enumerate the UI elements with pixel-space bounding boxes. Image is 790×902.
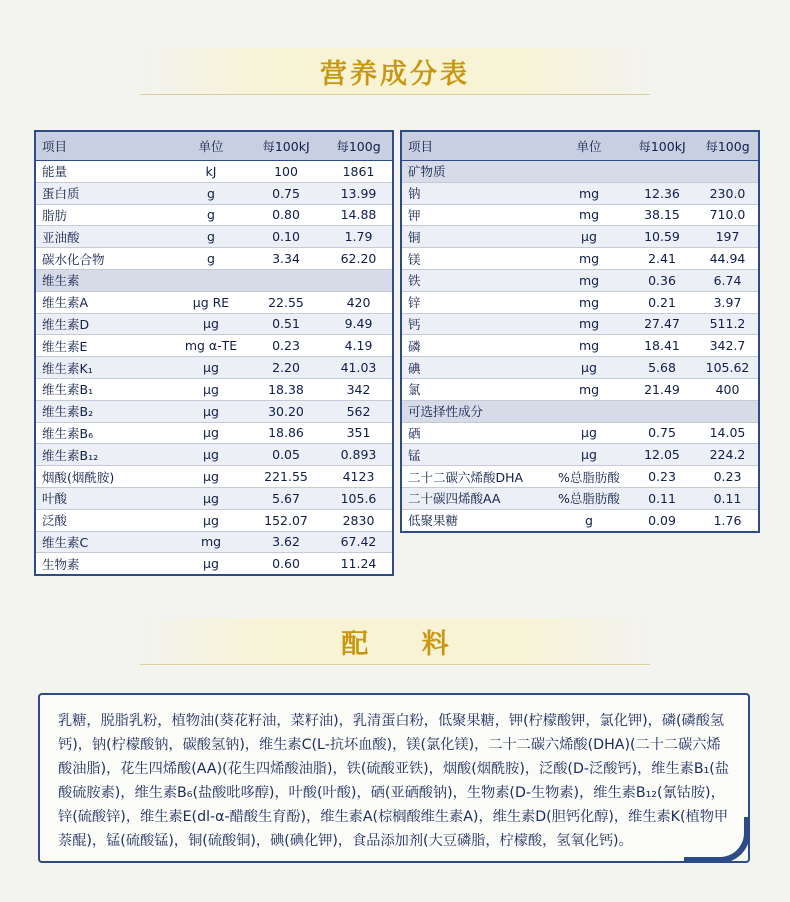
ingredients-title: 配 料 [341, 628, 471, 660]
per-100g-cell: 14.05 [697, 422, 759, 444]
nutrient-name: 维生素E [35, 335, 175, 357]
per-100kj-cell: 0.51 [247, 313, 325, 335]
per-100kj-cell: 3.34 [247, 248, 325, 270]
table-row [401, 161, 759, 183]
per-100g-cell: 342 [325, 378, 393, 400]
nutrient-name: 低聚果糖 [401, 509, 551, 531]
per-100g-cell: 1861 [325, 161, 393, 183]
table-row [35, 531, 393, 553]
per-100g-cell: 9.49 [325, 313, 393, 335]
per-100g-cell: 2830 [325, 509, 393, 531]
per-100g-cell: 0.11 [697, 487, 759, 509]
nutrition-table-right [400, 130, 760, 533]
nutrient-name: 二十碳四烯酸AA [401, 487, 551, 509]
title-banner [140, 48, 650, 95]
unit-cell: μg [175, 378, 247, 400]
nutrient-name: 矿物质 [401, 161, 551, 183]
table-row [35, 487, 393, 509]
table-row [401, 400, 759, 422]
per-100g-cell: 224.2 [697, 444, 759, 466]
table-row [35, 400, 393, 422]
nutrient-name: 能量 [35, 161, 175, 183]
unit-cell: g [175, 204, 247, 226]
table-row [401, 335, 759, 357]
unit-cell: g [175, 226, 247, 248]
per-100kj-cell: 3.62 [247, 531, 325, 553]
nutrient-name: 锌 [401, 291, 551, 313]
table-row [35, 182, 393, 204]
column-header: 每100kJ [247, 131, 325, 161]
nutrient-name: 磷 [401, 335, 551, 357]
per-100g-cell: 13.99 [325, 182, 393, 204]
unit-cell: mg [551, 378, 627, 400]
unit-cell [551, 400, 627, 422]
per-100kj-cell: 0.05 [247, 444, 325, 466]
table-row [401, 487, 759, 509]
nutrition-table-left [34, 130, 394, 576]
per-100kj-cell: 0.75 [627, 422, 697, 444]
per-100kj-cell: 30.20 [247, 400, 325, 422]
unit-cell: mg [551, 313, 627, 335]
per-100kj-cell: 27.47 [627, 313, 697, 335]
per-100kj-cell: 0.75 [247, 182, 325, 204]
table-row [401, 357, 759, 379]
unit-cell: μg [551, 444, 627, 466]
table-row [35, 313, 393, 335]
ingredients-text: 乳糖，脱脂乳粉，植物油(葵花籽油，菜籽油)，乳清蛋白粉，低聚果糖，钾(柠檬酸钾，氯化钾)，磷(磷酸氢钙)，钠(柠檬酸钠，碳酸氢钠)，维生素C(L-抗坏血酸)，镁(氯化镁)，二十二碳六烯酸(DHA)(二十二碳六烯酸油脂)，花生四烯酸(AA)(花生四烯酸油脂)，铁(硫酸亚铁)，烟酸(烟酰胺)，泛酸(D-泛酸钙)，维生素B₁(盐酸硫胺素)，维生素B₆(盐酸吡哆醇)，叶酸(叶酸)，硒(亚硒酸钠)，生物素(D-生物素)，维生素B₁₂(氰钴胺)，锌(硫酸锌)，维生素E(dl-α-醋酸生育酚)，维生素A(棕榈酸维生素A)，维生素D(胆钙化醇)，维生素K(植物甲萘醌)，锰(硫酸锰)，铜(硫酸铜)，碘(碘化钾)，食品添加剂(大豆磷脂，柠檬酸，氢氧化钙)。 [58, 713, 730, 849]
nutrient-name: 铁 [401, 269, 551, 291]
table-row [35, 553, 393, 575]
nutrient-name: 烟酸(烟酰胺) [35, 466, 175, 488]
unit-cell: μg [175, 553, 247, 575]
per-100g-cell: 62.20 [325, 248, 393, 270]
per-100kj-cell: 100 [247, 161, 325, 183]
unit-cell: μg [175, 357, 247, 379]
per-100g-cell: 0.23 [697, 466, 759, 488]
unit-cell: μg [551, 357, 627, 379]
per-100kj-cell: 5.68 [627, 357, 697, 379]
nutrient-name: 维生素K₁ [35, 357, 175, 379]
per-100g-cell: 44.94 [697, 248, 759, 270]
table-row [401, 444, 759, 466]
nutrient-name: 维生素B₁ [35, 378, 175, 400]
per-100g-cell: 1.79 [325, 226, 393, 248]
nutrient-name: 铜 [401, 226, 551, 248]
per-100kj-cell [627, 161, 697, 183]
table-row [401, 313, 759, 335]
nutrient-name: 钾 [401, 204, 551, 226]
ingredients-box [38, 693, 750, 863]
per-100g-cell: 105.6 [325, 487, 393, 509]
unit-cell: mg [551, 335, 627, 357]
table-row [401, 248, 759, 270]
unit-cell [551, 161, 627, 183]
nutrient-name: 生物素 [35, 553, 175, 575]
unit-cell: g [175, 248, 247, 270]
table-row [35, 291, 393, 313]
per-100kj-cell: 18.41 [627, 335, 697, 357]
unit-cell: %总脂肪酸 [551, 466, 627, 488]
table-row [35, 378, 393, 400]
unit-cell: μg [551, 226, 627, 248]
table-row [35, 444, 393, 466]
table-row [35, 357, 393, 379]
per-100kj-cell: 0.80 [247, 204, 325, 226]
table-row [401, 291, 759, 313]
nutrient-name: 氯 [401, 378, 551, 400]
per-100kj-cell: 12.36 [627, 182, 697, 204]
per-100g-cell: 6.74 [697, 269, 759, 291]
column-header: 项目 [401, 131, 551, 161]
per-100kj-cell: 5.67 [247, 487, 325, 509]
unit-cell: mg [551, 182, 627, 204]
per-100g-cell [697, 400, 759, 422]
per-100g-cell: 11.24 [325, 553, 393, 575]
unit-cell: mg [551, 269, 627, 291]
nutrient-name: 维生素A [35, 291, 175, 313]
column-header: 每100g [325, 131, 393, 161]
per-100kj-cell: 0.60 [247, 553, 325, 575]
per-100kj-cell: 152.07 [247, 509, 325, 531]
per-100g-cell: 351 [325, 422, 393, 444]
unit-cell: mg [551, 291, 627, 313]
table-row [401, 204, 759, 226]
nutrient-name: 泛酸 [35, 509, 175, 531]
per-100g-cell: 4.19 [325, 335, 393, 357]
per-100g-cell: 67.42 [325, 531, 393, 553]
per-100g-cell [697, 161, 759, 183]
unit-cell: g [175, 182, 247, 204]
nutrient-name: 碳水化合物 [35, 248, 175, 270]
unit-cell: mg [551, 248, 627, 270]
table-row [401, 182, 759, 204]
unit-cell: %总脂肪酸 [551, 487, 627, 509]
unit-cell: g [551, 509, 627, 531]
unit-cell: kJ [175, 161, 247, 183]
per-100kj-cell: 22.55 [247, 291, 325, 313]
table-row [401, 226, 759, 248]
nutrient-name: 碘 [401, 357, 551, 379]
nutrient-name: 锰 [401, 444, 551, 466]
unit-cell: mg α-TE [175, 335, 247, 357]
nutrient-name: 维生素D [35, 313, 175, 335]
nutrient-name: 叶酸 [35, 487, 175, 509]
nutrient-name: 亚油酸 [35, 226, 175, 248]
table-row [35, 161, 393, 183]
per-100g-cell: 420 [325, 291, 393, 313]
per-100kj-cell: 0.11 [627, 487, 697, 509]
unit-cell: mg [175, 531, 247, 553]
page-title: 营养成分表 [320, 58, 470, 90]
unit-cell: μg [175, 313, 247, 335]
table-row [35, 269, 393, 291]
column-header: 项目 [35, 131, 175, 161]
table-row [35, 226, 393, 248]
per-100g-cell: 562 [325, 400, 393, 422]
column-header: 每100kJ [627, 131, 697, 161]
per-100kj-cell: 0.23 [627, 466, 697, 488]
nutrient-name: 可选择性成分 [401, 400, 551, 422]
per-100kj-cell: 2.20 [247, 357, 325, 379]
nutrient-name: 硒 [401, 422, 551, 444]
table-row [401, 269, 759, 291]
unit-cell: μg [175, 487, 247, 509]
per-100kj-cell: 21.49 [627, 378, 697, 400]
table-row [35, 248, 393, 270]
column-header: 每100g [697, 131, 759, 161]
nutrient-name: 维生素B₂ [35, 400, 175, 422]
table-row [401, 466, 759, 488]
unit-cell: μg [175, 444, 247, 466]
table-row [35, 204, 393, 226]
unit-cell: mg [551, 204, 627, 226]
table-row [401, 509, 759, 531]
per-100kj-cell: 2.41 [627, 248, 697, 270]
table-row [35, 422, 393, 444]
nutrient-name: 二十二碳六烯酸DHA [401, 466, 551, 488]
unit-cell: μg [175, 400, 247, 422]
per-100kj-cell: 221.55 [247, 466, 325, 488]
per-100kj-cell [247, 269, 325, 291]
column-header: 单位 [551, 131, 627, 161]
per-100g-cell: 230.0 [697, 182, 759, 204]
ingredients-banner [140, 618, 650, 665]
per-100kj-cell: 0.36 [627, 269, 697, 291]
per-100g-cell: 0.893 [325, 444, 393, 466]
table-row [35, 509, 393, 531]
per-100g-cell: 3.97 [697, 291, 759, 313]
per-100g-cell: 197 [697, 226, 759, 248]
nutrient-name: 蛋白质 [35, 182, 175, 204]
table-row [35, 335, 393, 357]
table-row [401, 422, 759, 444]
per-100g-cell: 710.0 [697, 204, 759, 226]
unit-cell: μg [175, 466, 247, 488]
per-100kj-cell: 12.05 [627, 444, 697, 466]
unit-cell [175, 269, 247, 291]
per-100g-cell: 105.62 [697, 357, 759, 379]
nutrient-name: 维生素B₁₂ [35, 444, 175, 466]
per-100g-cell: 41.03 [325, 357, 393, 379]
per-100kj-cell: 0.09 [627, 509, 697, 531]
nutrient-name: 维生素 [35, 269, 175, 291]
table-row [35, 466, 393, 488]
per-100kj-cell: 18.38 [247, 378, 325, 400]
per-100kj-cell: 38.15 [627, 204, 697, 226]
per-100kj-cell [627, 400, 697, 422]
nutrient-name: 钙 [401, 313, 551, 335]
per-100kj-cell: 10.59 [627, 226, 697, 248]
nutrient-name: 维生素B₆ [35, 422, 175, 444]
unit-cell: μg [551, 422, 627, 444]
per-100g-cell: 4123 [325, 466, 393, 488]
unit-cell: μg [175, 509, 247, 531]
per-100g-cell: 400 [697, 378, 759, 400]
per-100g-cell: 1.76 [697, 509, 759, 531]
nutrient-name: 镁 [401, 248, 551, 270]
per-100g-cell: 511.2 [697, 313, 759, 335]
table-row [401, 378, 759, 400]
column-header: 单位 [175, 131, 247, 161]
per-100g-cell: 14.88 [325, 204, 393, 226]
per-100kj-cell: 0.23 [247, 335, 325, 357]
nutrient-name: 钠 [401, 182, 551, 204]
nutrient-name: 脂肪 [35, 204, 175, 226]
unit-cell: μg [175, 422, 247, 444]
per-100kj-cell: 0.21 [627, 291, 697, 313]
nutrient-name: 维生素C [35, 531, 175, 553]
unit-cell: μg RE [175, 291, 247, 313]
per-100g-cell [325, 269, 393, 291]
per-100kj-cell: 18.86 [247, 422, 325, 444]
per-100g-cell: 342.7 [697, 335, 759, 357]
per-100kj-cell: 0.10 [247, 226, 325, 248]
